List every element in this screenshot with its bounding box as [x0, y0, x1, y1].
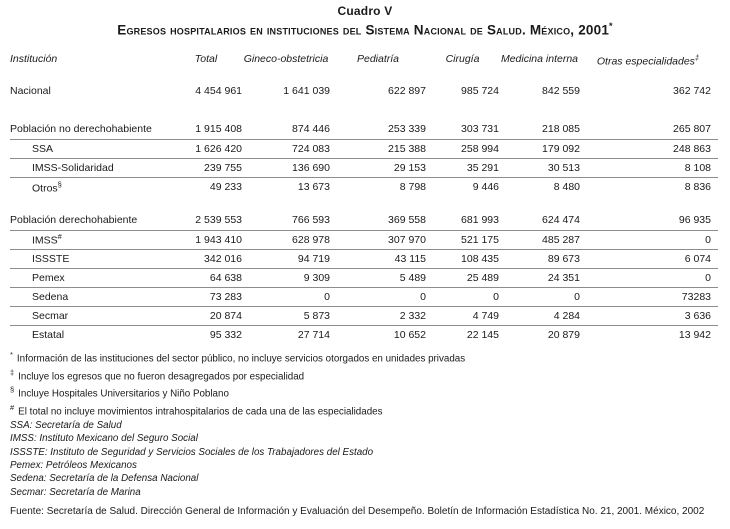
- cell-medicina: 30 513: [499, 158, 580, 177]
- cell-total: 1 943 410: [170, 230, 242, 249]
- cell-cirugia: 4 749: [426, 306, 499, 325]
- cell-total: 342 016: [170, 249, 242, 268]
- cell-otras: 96 935: [580, 211, 718, 230]
- cell-pediatria: 307 970: [330, 230, 426, 249]
- cell-medicina: 89 673: [499, 249, 580, 268]
- cell-cirugia: 985 724: [461, 84, 499, 97]
- col-header-pediatria: Pediatría: [356, 53, 400, 65]
- cell-otras: 265 807: [580, 120, 718, 139]
- cell-gineco: 766 593: [242, 211, 330, 230]
- cell-total: 64 638: [170, 268, 242, 287]
- cell-gineco: 5 873: [242, 306, 330, 325]
- table-row-ssa: [10, 139, 718, 158]
- table-row-pemex: [10, 268, 718, 287]
- table-header-row: [10, 53, 718, 71]
- row-label: IMSS#: [10, 230, 170, 249]
- cell-cirugia: 25 489: [426, 268, 499, 287]
- cell-gineco: 9 309: [242, 268, 330, 287]
- data-table: [10, 53, 718, 344]
- table-title: [0, 21, 730, 38]
- abbreviation-issste: ISSSTE: Instituto de Seguridad y Servicios Sociales de los Trabajadores del Estado: [10, 446, 374, 458]
- table-row-sedena: [10, 287, 718, 306]
- cell-pediatria: 5 489: [330, 268, 426, 287]
- cell-otras: 0: [580, 230, 718, 249]
- table-title-text: Egresos hospitalarios en instituciones del Sistema Nacional de Salud. México, 2001: [117, 22, 610, 38]
- col-header-otras-especialidades: Otras especialidades‡: [596, 53, 700, 68]
- cell-medicina: 624 474: [499, 211, 580, 230]
- abbreviation-ssa: SSA: Secretaría de Salud: [10, 419, 122, 431]
- footnote-section: § Incluye Hospitales Universitarios y Niño Poblano: [10, 385, 229, 400]
- cell-otras: 0: [580, 268, 718, 287]
- row-label: Estatal: [32, 328, 65, 341]
- cell-total: 49 233: [209, 180, 242, 193]
- cell-total: 2 539 553: [170, 211, 242, 230]
- col-header-footnote-marker: ‡: [694, 53, 700, 62]
- cell-gineco: 94 719: [242, 249, 330, 268]
- cell-otras: 13 942: [678, 328, 711, 341]
- footnote-marker: ‡: [10, 367, 15, 377]
- cell-cirugia: 0: [426, 287, 499, 306]
- cell-cirugia: 521 175: [426, 230, 499, 249]
- cell-cirugia: 9 446: [472, 180, 499, 193]
- cell-pediatria: 8 798: [399, 180, 426, 193]
- table-row-estatal: [10, 325, 718, 344]
- table-row-nacional: [10, 81, 718, 100]
- cell-total: 73 283: [170, 287, 242, 306]
- cell-medicina: 218 085: [499, 120, 580, 139]
- cell-cirugia: 108 435: [426, 249, 499, 268]
- footnote-hash: # El total no incluye movimientos intrahospitalarios de cada una de las especialidades: [10, 403, 383, 418]
- cell-medicina: 20 879: [547, 328, 580, 341]
- cell-medicina: 24 351: [499, 268, 580, 287]
- cell-cirugia: 258 994: [426, 139, 499, 158]
- cell-total: 1 915 408: [170, 120, 242, 139]
- footnote-marker: #: [10, 403, 15, 413]
- col-header-total: Total: [194, 53, 218, 65]
- cell-medicina: 842 559: [542, 84, 580, 97]
- cell-gineco: 0: [242, 287, 330, 306]
- cell-medicina: 0: [499, 287, 580, 306]
- cell-medicina: 4 284: [499, 306, 580, 325]
- cell-pediatria: 29 153: [330, 158, 426, 177]
- table-row-imss: [10, 230, 718, 249]
- cell-medicina: 8 480: [553, 180, 580, 193]
- row-label: IMSS-Solidaridad: [10, 158, 170, 177]
- footnotes-block: [10, 348, 722, 499]
- row-label: Sedena: [10, 287, 170, 306]
- row-label: ISSSTE: [10, 249, 170, 268]
- row-label: Otros§: [32, 179, 62, 194]
- cell-pediatria: 10 652: [393, 328, 426, 341]
- cell-total: 1 626 420: [170, 139, 242, 158]
- cell-cirugia: 681 993: [426, 211, 499, 230]
- row-footnote-marker: #: [57, 232, 62, 242]
- cell-gineco: 724 083: [242, 139, 330, 158]
- cell-total: 239 755: [170, 158, 242, 177]
- cell-otras: 248 863: [580, 139, 718, 158]
- row-label: Pemex: [10, 268, 170, 287]
- abbreviation-imss: IMSS: Instituto Mexicano del Seguro Social: [10, 433, 198, 445]
- cell-otras: 6 074: [580, 249, 718, 268]
- footnote-marker: *: [10, 350, 13, 359]
- cell-cirugia: 35 291: [426, 158, 499, 177]
- abbreviation-pemex: Pemex: Petróleos Mexicanos: [10, 459, 137, 471]
- cell-total: 4 454 961: [195, 84, 242, 97]
- row-label: Población derechohabiente: [10, 211, 170, 230]
- cell-otras: 73283: [580, 287, 718, 306]
- cell-otras: 8 836: [684, 180, 711, 193]
- cell-gineco: 874 446: [242, 120, 330, 139]
- cell-gineco: 27 714: [297, 328, 330, 341]
- cell-pediatria: 43 115: [330, 249, 426, 268]
- table-row-otros: [10, 177, 718, 196]
- cell-total: 95 332: [209, 328, 242, 341]
- cell-total: 20 874: [170, 306, 242, 325]
- cell-medicina: 179 092: [499, 139, 580, 158]
- cell-otras: 3 636: [580, 306, 718, 325]
- col-header-gineco-obstetricia: Gineco-obstetricia: [243, 53, 329, 65]
- footnote-asterisk: * Información de las instituciones del sector público, no incluye servicios otorgados en unidades privadas: [10, 350, 466, 365]
- cell-gineco: 136 690: [242, 158, 330, 177]
- footnote-marker: §: [10, 385, 15, 395]
- row-label: Secmar: [10, 306, 170, 325]
- table-number-title: Cuadro V: [337, 4, 393, 18]
- cell-pediatria: 2 332: [330, 306, 426, 325]
- abbreviation-sedena: Sedena: Secretaría de la Defensa Nacional: [10, 473, 199, 485]
- cell-gineco: 1 641 039: [283, 84, 330, 97]
- row-label: Población no derechohabiente: [10, 120, 170, 139]
- source-citation: Fuente: Secretaría de Salud. Dirección General de Información y Evaluación del Desempeño. Boletín de Información Estadística No. 21, 2001. México, 2002: [10, 506, 705, 517]
- footnote-double-dagger: ‡ Incluye los egresos que no fueron desagregados por especialidad: [10, 367, 305, 382]
- col-header-cirugia: Cirugía: [445, 53, 480, 65]
- table-row-imss-solidaridad: [10, 158, 718, 177]
- col-header-institucion: Institución: [10, 53, 58, 65]
- cell-pediatria: 369 558: [330, 211, 426, 230]
- cell-pediatria: 215 388: [330, 139, 426, 158]
- row-label: SSA: [10, 139, 170, 158]
- cell-gineco: 13 673: [297, 180, 330, 193]
- cell-pediatria: 253 339: [330, 120, 426, 139]
- table-row-poblacion-no-derechohabiente: [10, 120, 718, 139]
- row-footnote-marker: §: [57, 179, 62, 189]
- cell-otras: 362 742: [673, 84, 711, 97]
- cell-pediatria: 622 897: [388, 84, 426, 97]
- col-header-medicina-interna: Medicina interna: [500, 53, 579, 65]
- document-header: [0, 4, 730, 38]
- table-row-poblacion-derechohabiente: [10, 211, 718, 230]
- cell-cirugia: 22 145: [466, 328, 499, 341]
- table-row-secmar: [10, 306, 718, 325]
- cell-cirugia: 303 731: [426, 120, 499, 139]
- cell-pediatria: 0: [330, 287, 426, 306]
- table-row-issste: [10, 249, 718, 268]
- row-label: Nacional: [10, 84, 51, 97]
- abbreviation-secmar: Secmar: Secretaría de Marina: [10, 486, 141, 498]
- cell-gineco: 628 978: [242, 230, 330, 249]
- cell-medicina: 485 287: [499, 230, 580, 249]
- table-title-footnote-marker: *: [609, 21, 613, 31]
- cell-otras: 8 108: [580, 158, 718, 177]
